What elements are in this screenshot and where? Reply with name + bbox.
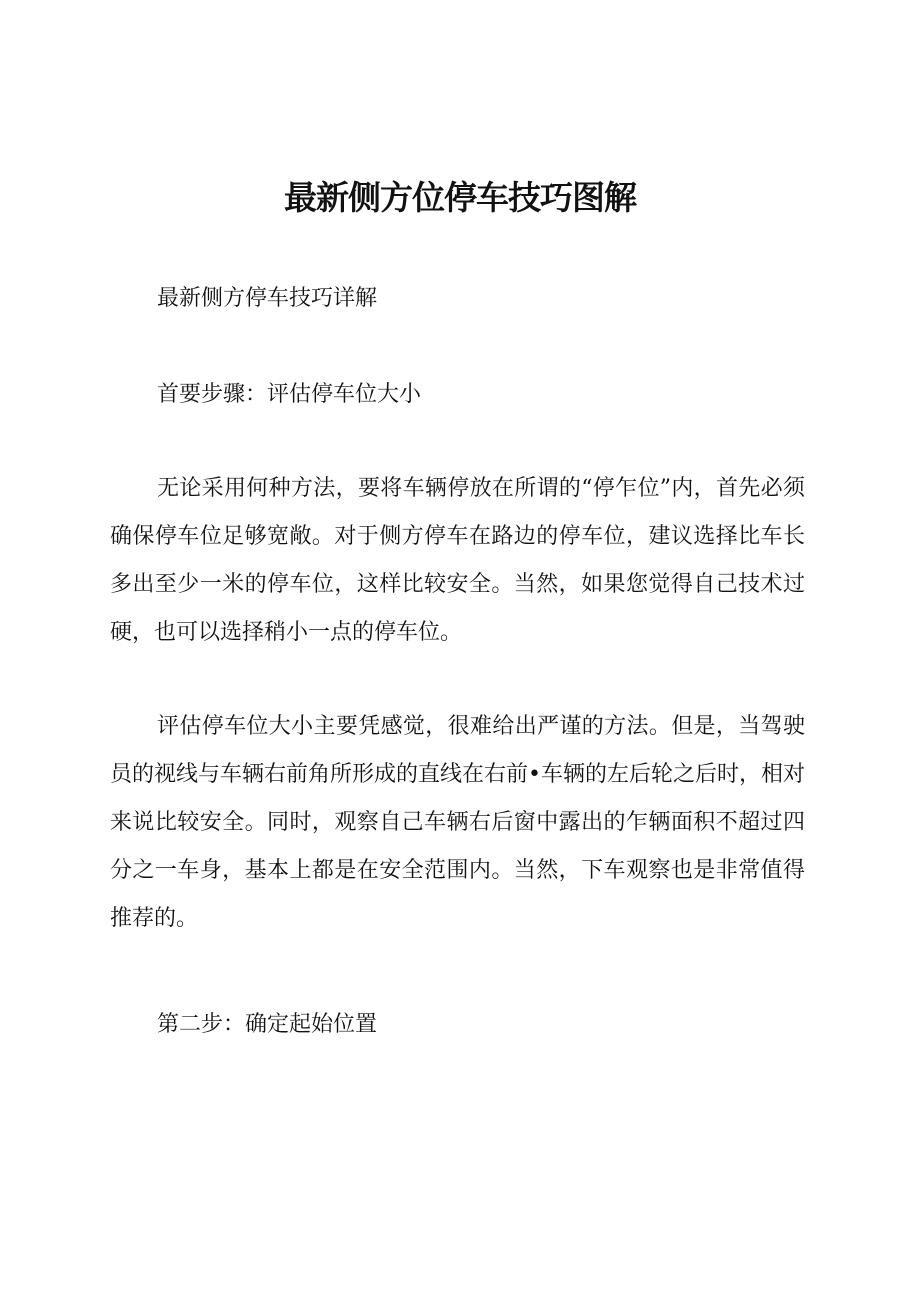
paragraph-2: 评估停车位大小主要凭感觉，很难给出严谨的方法。但是，当驾驶员的视线与车辆右前角所形成的直线在右前•车辆的左后轮之后时，相对来说比较安全。同时，观察自己车辆右后窗中露出的乍辆面积不超过四分之一车身，基本上都是在安全范围内。当然，下车观察也是非常值得推荐的。 xyxy=(110,714,805,931)
step1-heading: 首要步骤：评估停车位大小 xyxy=(157,382,422,407)
paragraph-1: 无论采用何种方法，要将车辆停放在所谓的“停乍位”内，首先必须确保停车位足够宽敞。对于侧方停车在路边的停车位，建议选择比车长多出至少一米的停车位，这样比较安全。当然，如果您觉得自己技术过硬，也可以选择稍小一点的停车位。 xyxy=(110,476,805,645)
subtitle: 最新侧方停车技巧详解 xyxy=(157,286,378,311)
step2-heading: 第二步：确定起始位置 xyxy=(157,1012,378,1037)
document-title: 最新侧方位停车技巧图解 xyxy=(284,178,636,217)
